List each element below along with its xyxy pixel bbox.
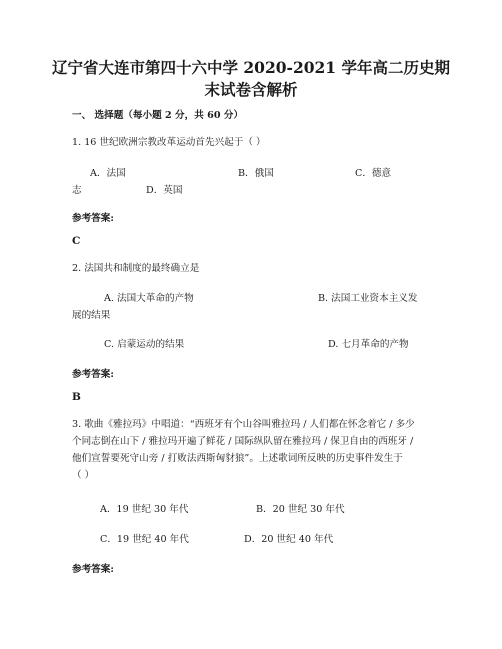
document-title-line-1: 辽宁省大连市第四十六中学 2020-2021 学年高二历史期 [51,58,450,77]
question-1-option-c: C．德意 [355,168,392,179]
question-3-option-a: A．19 世纪 30 年代 [100,504,189,515]
question-1-option-c-wrap: 志 [72,185,82,196]
section-heading: 一、 选择题（每小题 2 分，共 60 分） [72,110,244,121]
question-3-option-d: D．20 世纪 40 年代 [244,534,334,545]
question-3-stem-line-2: 个同志倒在山下 / 雅拉玛开遍了鲜花 / 国际纵队留在雅拉玛 / 保卫自由的西班牙 / [72,436,414,447]
question-1-option-a: A．法国 [90,168,126,179]
question-2-option-a: A. 法国大革命的产物 [104,293,194,304]
question-2-option-d: D. 七月革命的产物 [328,339,409,350]
question-3-stem-line-4: （ ） [72,470,95,481]
question-2-answer-label: 参考答案: [72,369,114,380]
question-2-option-b-wrap: 展的结果 [72,310,111,321]
question-1-option-b: B．俄国 [238,168,274,179]
document-title-line-2: 末试卷含解析 [204,80,298,99]
question-3-option-b: B．20 世纪 30 年代 [256,504,345,515]
question-2-answer: B [72,391,81,403]
question-1-stem: 1. 16 世纪欧洲宗教改革运动首先兴起于（ ） [72,137,266,148]
question-2-option-c: C. 启蒙运动的结果 [104,339,185,350]
question-1-answer: C [72,235,81,247]
question-3-answer-label: 参考答案: [72,564,114,575]
question-2-option-b: B. 法国工业资本主义发 [318,293,418,304]
question-3-stem-line-1: 3. 歌曲《雅拉玛》中唱道：“西班牙有个山谷叫雅拉玛 / 人们都在怀念着它 / 多少 [72,419,415,430]
question-1-option-d: D．英国 [146,185,183,196]
question-3-option-c: C．19 世纪 40 年代 [100,534,189,545]
question-2-stem: 2. 法国共和制度的最终确立是 [72,263,200,274]
question-3-stem-line-3: 他们宣誓要死守山旁 / 打败法西斯匈豺狼”。上述歌词所反映的历史事件发生于 [72,453,403,464]
question-1-answer-label: 参考答案: [72,213,114,224]
